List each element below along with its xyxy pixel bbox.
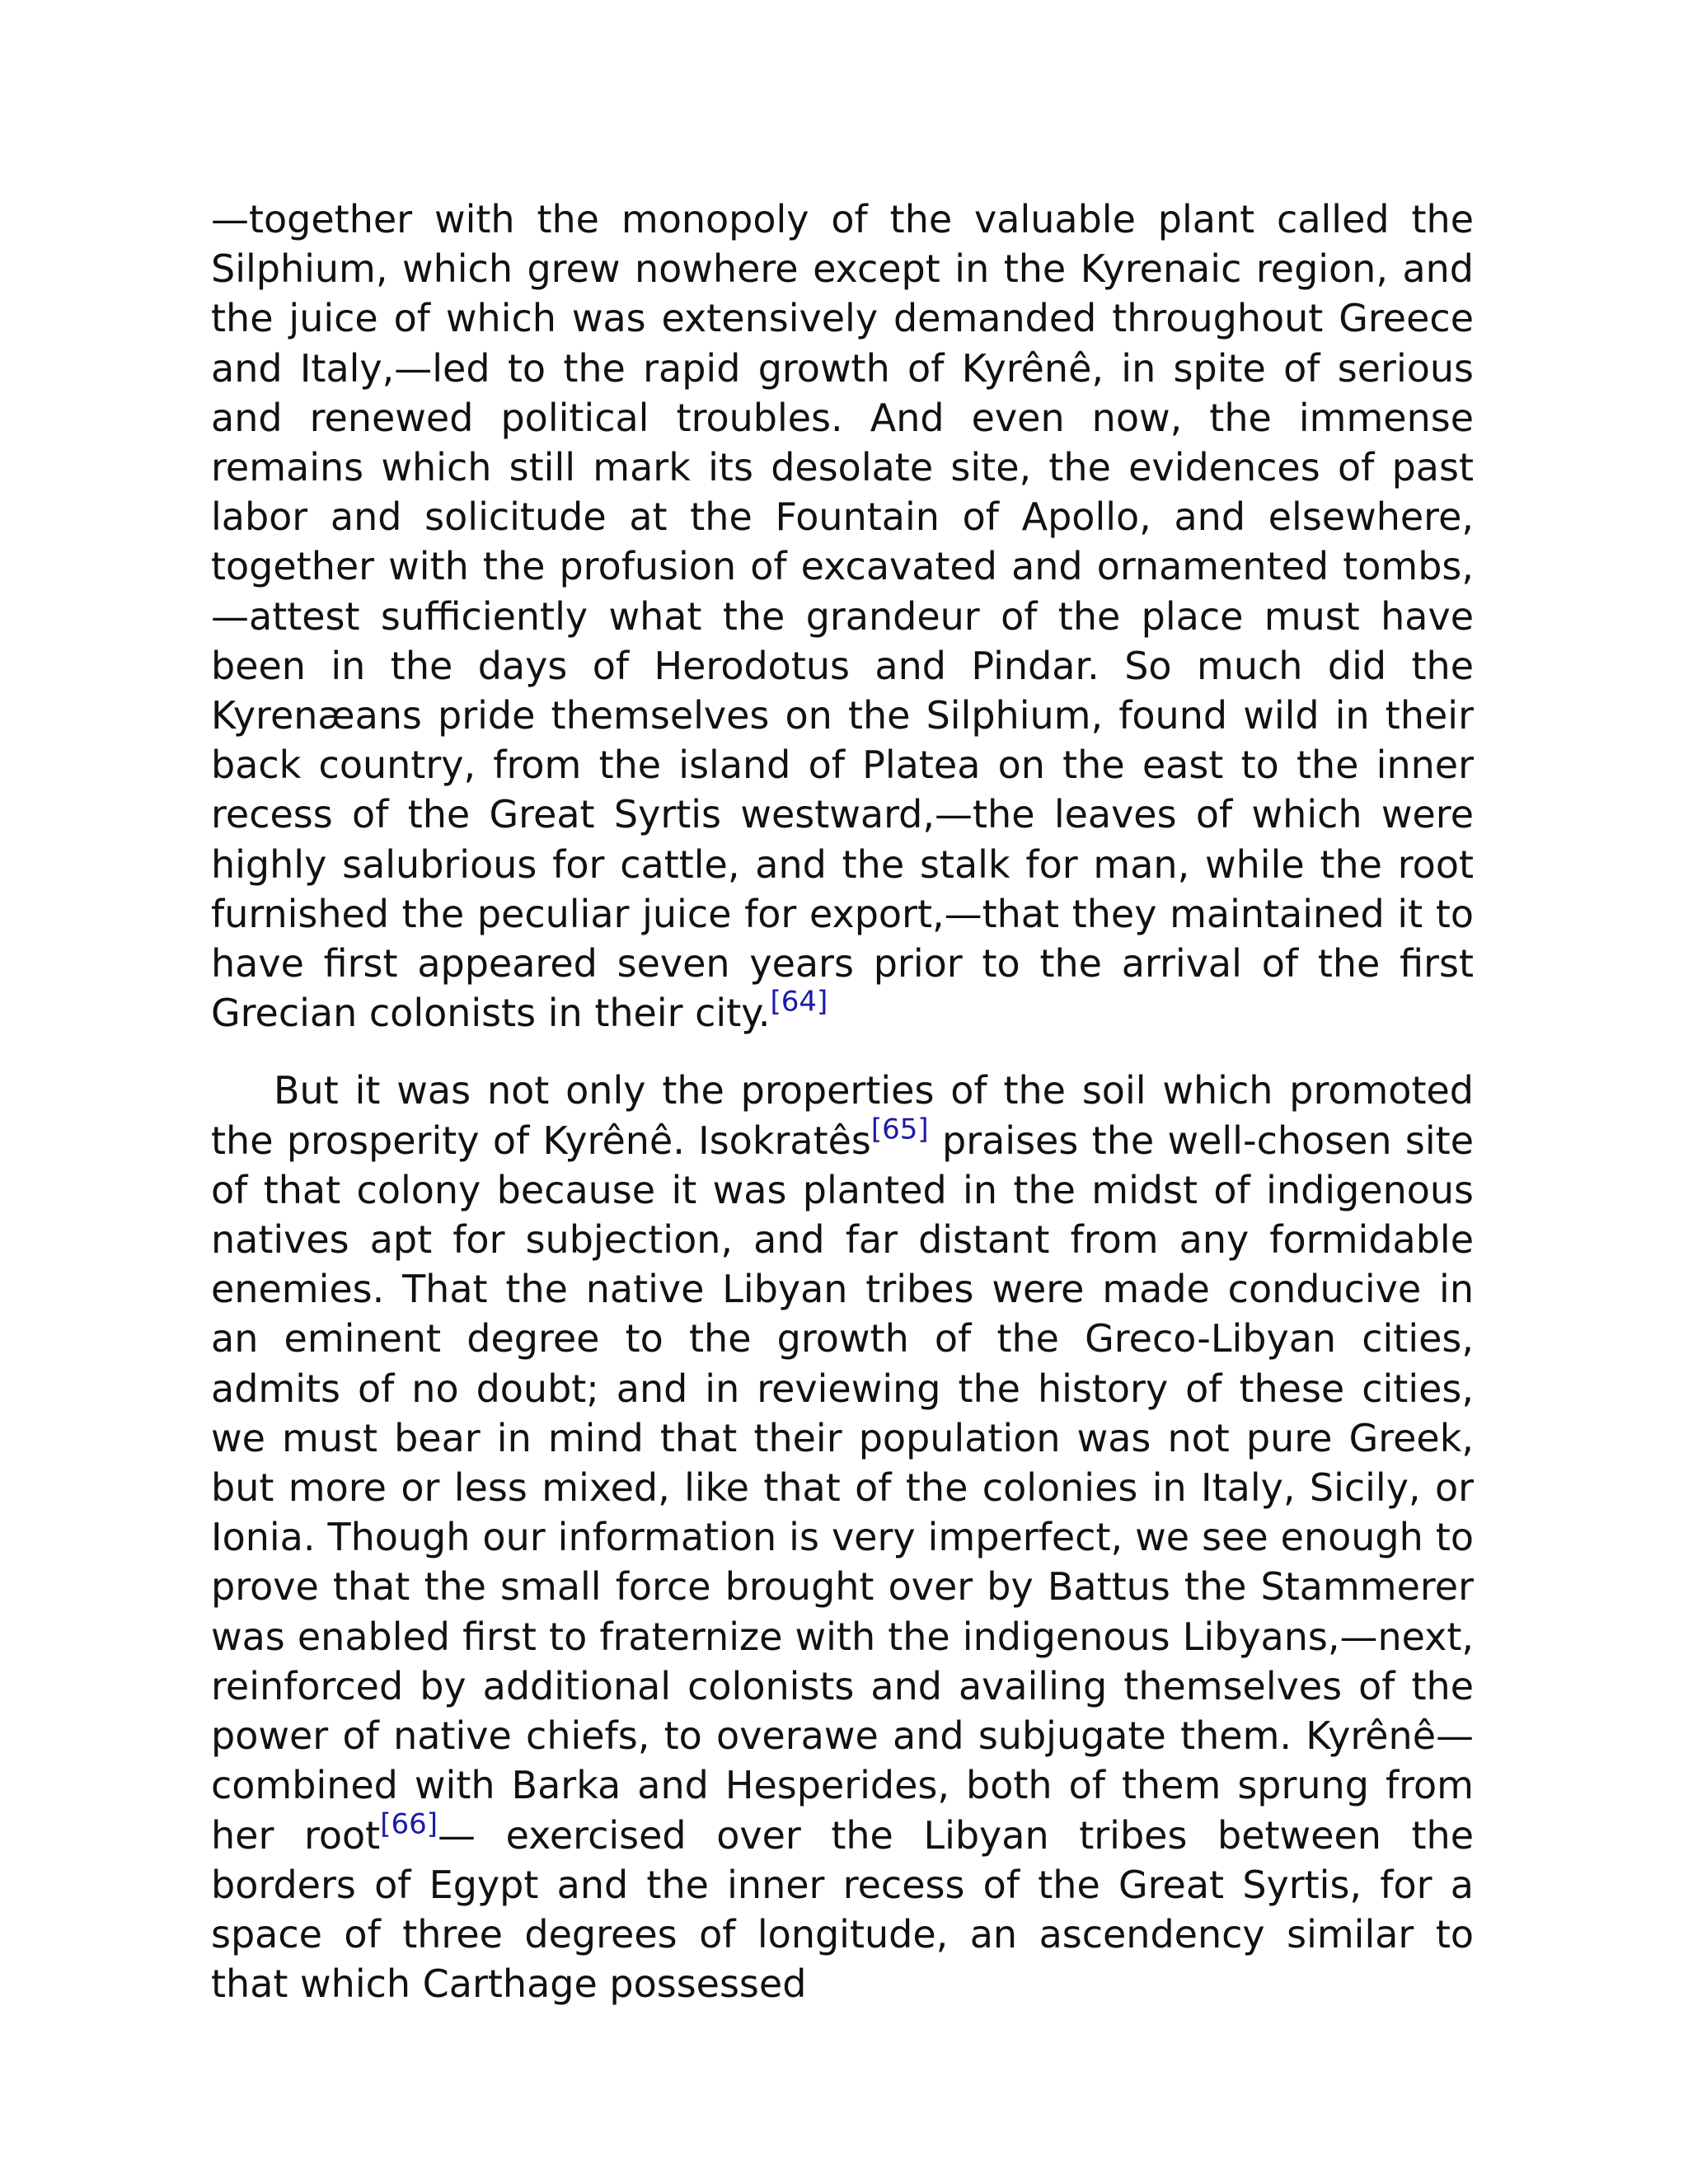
footnote-link-66[interactable]: [66] [380,1807,438,1840]
paragraph-2 [211,1066,1474,2008]
paragraph-text: —together with the monopoly of the valuable plant called the Silphium, which grew nowhere except in the Kyrenaic region, and the juice of which was extensively demanded throughout Greece and Italy,—led to the rapid growth of Kyrênê, in spite of serious and renewed political troubles. And even now, the immense remains which still mark its desolate site, the evidences of past labor and solicitude at the Fountain of Apollo, and elsewhere, together with the profusion of excavated and ornamented tombs,—attest sufficiently what the grandeur of the place must have been in the days of Herodotus and Pindar. So much did the Kyrenæans pride themselves on the Silphium, found wild in their back country, from the island of Platea on the east to the inner recess of the Great Syrtis westward,—the leaves of which were highly salubrious for cattle, and the stalk for man, while the root furnished the peculiar juice for export,—that they maintained it to have first appeared seven years prior to the arrival of the first Grecian colonists in their city. [211,197,1474,1036]
paragraph-text: praises the well-chosen site of that colony because it was planted in the midst of indigenous natives apt for subjection, and far distant from any formidable enemies. That the native Libyan tribes were made conducive in an eminent degree to the growth of the Greco-Libyan cities, admits of no doubt; and in reviewing the history of these cities, we must bear in mind that their population was not pure Greek, but more or less mixed, like that of the colonies in Italy, Sicily, or Ionia. Though our information is very imperfect, we see enough to prove that the small force brought over by Battus the Stammerer was enabled first to fraternize with the indigenous Libyans,—next, reinforced by additional colonists and availing themselves of the power of native chiefs, to overawe and subjugate them. Kyrênê—combined with Barka and Hesperides, both of them sprung from her root [211,1118,1474,1858]
footnote-link-65[interactable]: [65] [870,1112,929,1146]
paragraph-text: But it was not only the properties of the soil which promoted the prosperity of Kyrênê. Isokratês [211,1068,1474,1163]
page-body [211,194,1474,2008]
paragraph-1 [211,194,1474,1038]
footnote-link-64[interactable]: [64] [770,985,828,1019]
paragraph-text: — exercised over the Libyan tribes between the borders of Egypt and the inner recess of the Great Syrtis, for a space of three degrees of longitude, an ascendency similar to that which Carthage possessed [211,1812,1474,2007]
